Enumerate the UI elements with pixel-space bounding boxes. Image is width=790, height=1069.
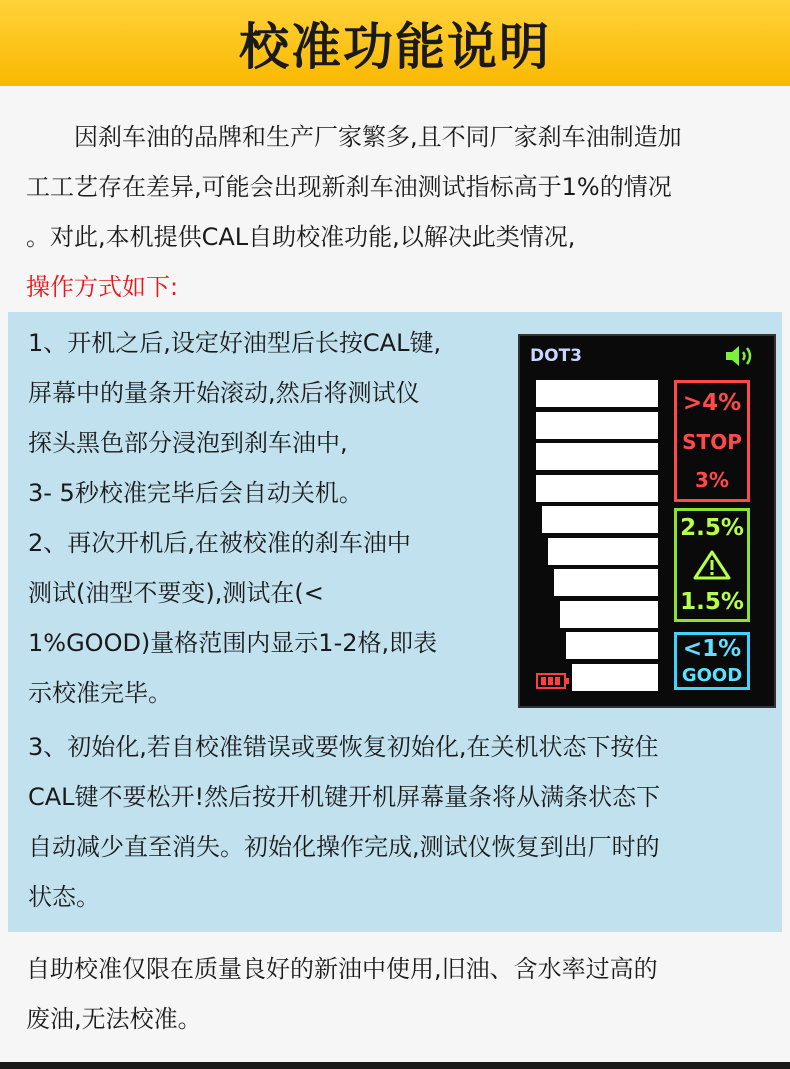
warning-zone-lower: 1.5%: [680, 589, 744, 615]
level-bar: [536, 380, 658, 407]
stop-zone-upper: >4%: [682, 390, 742, 416]
level-bar: [536, 443, 658, 470]
stop-zone-label: STOP: [682, 430, 742, 454]
level-bar: [536, 475, 658, 502]
good-zone-box: [674, 632, 750, 690]
step-line: 1%GOOD)量格范围内显示1-2格,即表: [28, 629, 438, 657]
step-line: 3- 5秒校准完毕后会自动关机。: [28, 479, 363, 507]
warning-zone-box: [674, 508, 750, 622]
stop-zone-box: [674, 380, 750, 502]
level-bar: [572, 664, 658, 691]
step-line: CAL键不要松开!然后按开机键开机屏幕量条将从满条状态下: [28, 783, 661, 811]
page-title: 校准功能说明: [239, 18, 551, 76]
good-zone-upper: <1%: [682, 636, 742, 663]
footer-note: [26, 944, 770, 1044]
step-line: 状态。: [28, 883, 100, 911]
device-screen-image: [518, 334, 776, 708]
intro-line: 工工艺存在差异,可能会出现新刹车油测试指标高于1%的情况: [26, 173, 672, 201]
good-zone-label: GOOD: [681, 664, 743, 686]
header-banner: [0, 0, 790, 86]
intro-line: 。对此,本机提供CAL自助校准功能,以解决此类情况,: [26, 223, 576, 251]
battery-icon: [536, 672, 570, 690]
warning-zone-upper: 2.5%: [680, 515, 744, 541]
step-line: 测试(油型不要变),测试在(<: [28, 579, 324, 607]
level-bar: [554, 569, 658, 596]
speaker-icon: [724, 344, 756, 368]
warning-icon: [692, 549, 732, 581]
level-bar: [536, 412, 658, 439]
step-line: 3、初始化,若自校准错误或要恢复初始化,在关机状态下按住: [28, 733, 659, 761]
level-bar: [566, 632, 658, 659]
level-bar: [542, 506, 658, 533]
step-line: 2、再次开机后,在被校准的刹车油中: [28, 529, 411, 557]
bottom-divider: [0, 1062, 790, 1069]
step-line: 探头黑色部分浸泡到刹车油中,: [28, 429, 348, 457]
footer-line: 废油,无法校准。: [26, 1005, 202, 1033]
operation-heading: 操作方式如下:: [26, 273, 179, 301]
step-line: 示校准完毕。: [28, 679, 172, 707]
steps-panel: [8, 312, 782, 932]
step-line: 屏幕中的量条开始滚动,然后将测试仪: [28, 379, 420, 407]
footer-line: 自助校准仅限在质量良好的新油中使用,旧油、含水率过高的: [26, 955, 658, 983]
intro-paragraph: [26, 112, 770, 312]
step-line: 自动减少直至消失。初始化操作完成,测试仪恢复到出厂时的: [28, 833, 660, 861]
level-bar: [560, 601, 658, 628]
intro-line: 因刹车油的品牌和生产厂家繁多,且不同厂家刹车油制造加: [74, 123, 682, 151]
level-bar: [548, 538, 658, 565]
stop-zone-lower: 3%: [695, 468, 729, 492]
step-line: 1、开机之后,设定好油型后长按CAL键,: [28, 329, 442, 357]
oil-type-label: DOT3: [530, 346, 582, 366]
